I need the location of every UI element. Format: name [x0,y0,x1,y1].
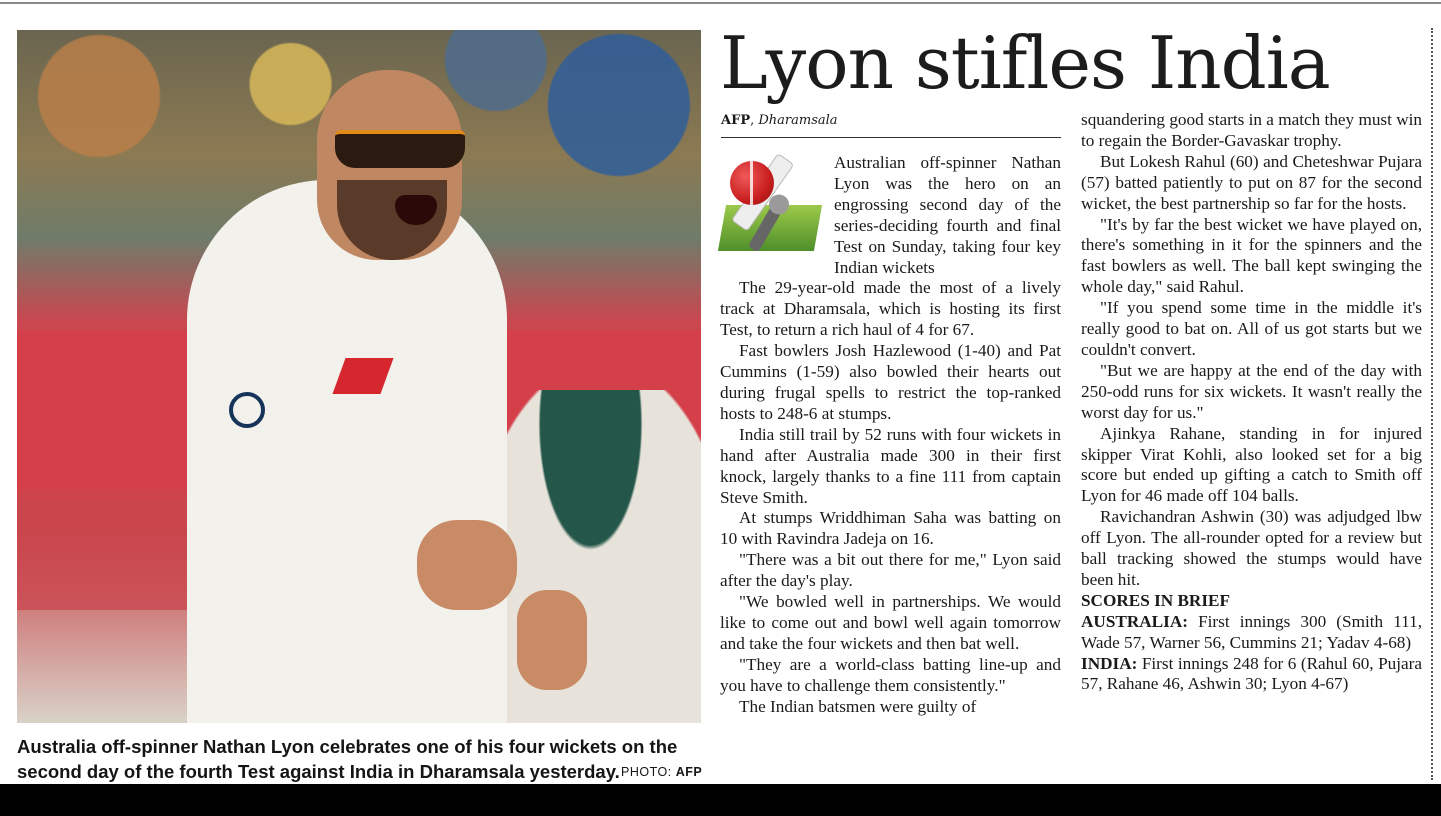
photo-caption: Australia off-spinner Nathan Lyon celebrates one of his four wickets on the second day of the fourth Test against India in Dharamsala yesterday. [17,736,678,782]
paragraph: The Indian batsmen were guilty of [739,696,977,716]
sunglasses [335,130,465,168]
paragraph: Australian off-spinner Nathan Lyon was the hero on an engrossing second day of the series-deciding fourth and final Test on Sunday, taking four key Indian wickets [834,153,1061,277]
scores-heading: SCORES IN BRIEF [1081,590,1230,610]
player-body [187,180,507,723]
byline-rule [721,137,1061,138]
photo-credit: PHOTO: AFP [621,765,703,779]
byline-agency: AFP [721,113,751,128]
player-hand [517,590,587,690]
paragraph: "We bowled well in partnerships. We would like to come out and bowl well again tomorrow and take the four wickets and then bat well. [720,592,1061,653]
headline: Lyon stifles India [720,21,1330,105]
clenched-fist [417,520,517,610]
paragraph: squandering good starts in a match they must win to regain the Border-Gavaskar trophy. [1081,110,1422,150]
asics-logo [229,392,265,428]
cricket-ball-bat-icon [720,153,828,263]
byline-place: Dharamsala [758,113,838,128]
paragraph: "There was a bit out there for me," Lyon said after the day's play. [720,550,1061,591]
article-column-2 [1081,110,1422,695]
paragraph: India still trail by 52 runs with four wickets in hand after Australia made 300 in their first knock, largely thanks to a fine 111 from captain Steve Smith. [720,424,1061,507]
paragraph: "It's by far the best wicket we have played on, there's something in it for the spinners and the fast bowlers as well. The ball kept swinging the whole day," said Rahul. [1081,214,1422,297]
news-photo [17,30,701,723]
article-column-1 [720,153,1061,717]
paragraph: "They are a world-class batting line-up and you have to challenge them consistently." [720,654,1061,695]
paragraph: But Lokesh Rahul (60) and Cheteshwar Pujara (57) batted patiently to put on 87 for the second wicket, the best partnership so far for the hosts. [1081,151,1422,213]
paragraph: At stumps Wriddhiman Saha was batting on 10 with Ravindra Jadeja on 16. [720,508,1061,549]
paragraph: "If you spend some time in the middle it's really good to bat on. All of us got starts but we couldn't convert. [1081,298,1422,359]
paragraph: The 29-year-old made the most of a lively track at Dharamsala, which is hosting its first Test, to return a rich haul of 4 for 67. [720,278,1061,340]
scores-australia: AUSTRALIA: First innings 300 (Smith 111, Wade 57, Warner 56, Cummins 21; Yadav 4-68) [1081,611,1423,652]
page-edge-dotted-rule [1431,28,1433,780]
byline: AFP, Dharamsala [721,113,838,128]
paragraph: Ajinkya Rahane, standing in for injured skipper Virat Kohli, also looked set for a big score but ended up gifting a catch to Smith off Lyon for 46 made off 104 balls. [1081,423,1422,506]
paragraph: Fast bowlers Josh Hazlewood (1-40) and Pat Cummins (1-59) also bowled their hearts out during frugal spells to restrict the top-ranked hosts to 248-6 at stumps. [720,341,1061,423]
bottom-black-bar [0,784,1441,816]
paragraph: Ravichandran Ashwin (30) was adjudged lbw off Lyon. The all-rounder opted for a review but ball tracking showed the stumps would have been hit. [1081,507,1422,589]
paragraph: "But we are happy at the end of the day with 250-odd runs for six wickets. It wasn't really the worst day for us." [1081,360,1422,422]
top-rule [0,2,1441,4]
scores-india: INDIA: First innings 248 for 6 (Rahul 60, Pujara 57, Rahane 46, Ashwin 30; Lyon 4-67) [1081,653,1422,694]
